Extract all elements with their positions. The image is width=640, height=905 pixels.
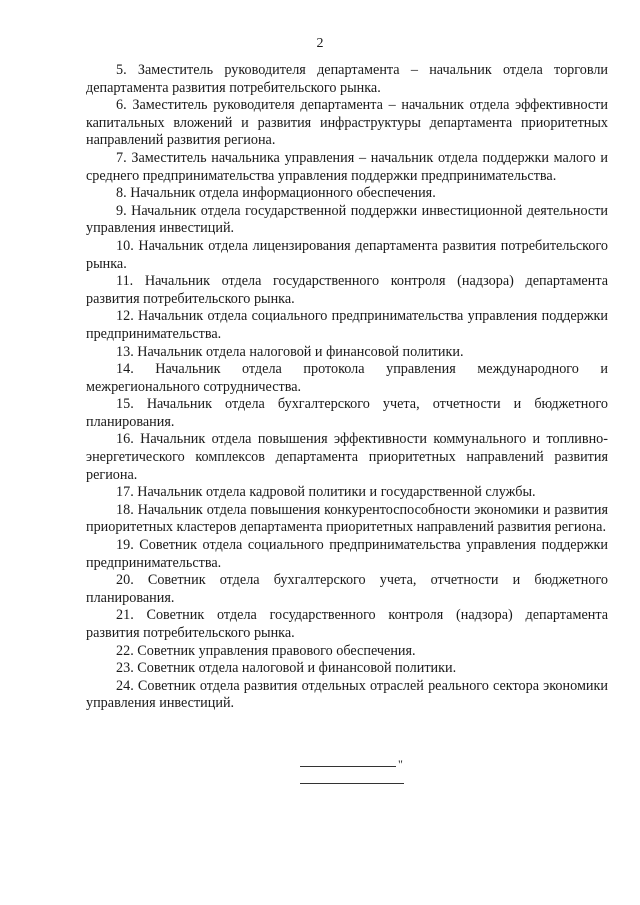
list-item-text: Советник отдела бухгалтерского учета, отчетности и бюджетного планирования. [86, 572, 609, 606]
list-item-text: Начальник отдела бухгалтерского учета, отчетности и бюджетного планирования. [86, 396, 609, 430]
list-item [86, 273, 608, 308]
page-number: 2 [316, 36, 324, 51]
list-item-text: Советник управления правового обеспечения. [137, 642, 416, 659]
list-item [86, 502, 608, 537]
list-item-number: 6. [116, 97, 127, 114]
list-item-text: Начальник отдела лицензирования департамента развития потребительского рынка. [86, 237, 609, 272]
list-item-text: Начальник отдела налоговой и финансовой политики. [137, 343, 464, 360]
list-item [86, 203, 608, 238]
position-list [86, 62, 608, 713]
list-item [86, 150, 608, 185]
list-item [86, 396, 608, 431]
list-item [86, 97, 608, 150]
list-item-number: 7. [116, 149, 127, 166]
closing-quote: " [398, 757, 403, 771]
list-item-number: 15. [116, 396, 134, 413]
list-item-number: 8. [116, 185, 127, 202]
list-item [86, 238, 608, 273]
list-item [86, 660, 608, 678]
list-item [86, 607, 608, 642]
list-item-number: 11. [116, 273, 134, 290]
list-item [86, 643, 608, 661]
closing-line-bottom [300, 783, 404, 784]
list-item-text: Начальник отдела информационного обеспечения. [130, 185, 436, 202]
list-item [86, 484, 608, 502]
list-item-number: 22. [116, 642, 134, 659]
list-item-text: Начальник отдела государственной поддержки инвестиционной деятельности управления инвестиций. [86, 202, 609, 237]
list-item [86, 185, 608, 203]
list-item [86, 62, 608, 97]
list-item [86, 361, 608, 396]
list-item-text: Заместитель начальника управления – начальник отдела поддержки малого и среднего предпринимательства управления поддержки предпринимательства. [86, 149, 609, 184]
list-item-text: Начальник отдела социального предпринимательства управления поддержки предпринимательства. [86, 308, 608, 342]
list-item-text: Заместитель руководителя департамента – начальник отдела торговли департамента развития потребительского рынка. [86, 62, 608, 96]
list-item-number: 16. [116, 431, 134, 448]
list-item-number: 20. [116, 572, 134, 589]
list-item-number: 24. [116, 677, 134, 694]
list-item-number: 21. [116, 607, 134, 624]
list-item [86, 308, 608, 343]
list-item-number: 10. [116, 237, 134, 254]
list-item-text: Заместитель руководителя департамента – начальник отдела эффективности капитальных вложений и развития инфраструктуры департамента приоритетных направлений развития региона. [86, 97, 608, 149]
list-item-number: 14. [116, 361, 134, 378]
list-item-number: 23. [116, 660, 134, 677]
list-item [86, 344, 608, 362]
list-item [86, 537, 608, 572]
list-item-number: 12. [116, 308, 134, 325]
list-item-number: 17. [116, 484, 134, 501]
list-item-number: 9. [116, 202, 127, 219]
list-item-number: 13. [116, 343, 134, 360]
list-item [86, 678, 608, 713]
list-item-text: Начальник отдела кадровой политики и государственной службы. [137, 484, 536, 501]
list-item-text: Начальник отдела государственного контроля (надзора) департамента развития потребительского рынка. [86, 273, 608, 307]
list-item-text: Советник отдела социального предпринимательства управления поддержки предпринимательства. [86, 537, 608, 571]
list-item-text: Начальник отдела повышения эффективности коммунального и топливно-энергетического комплексов департамента приоритетных направлений развития региона. [86, 431, 609, 483]
list-item-text: Советник отдела развития отдельных отраслей реального сектора экономики управления инвестиций. [86, 677, 608, 712]
list-item [86, 572, 608, 607]
list-item-text: Советник отдела налоговой и финансовой политики. [137, 660, 457, 677]
list-item-number: 18. [116, 501, 134, 518]
closing-line [300, 757, 396, 767]
closing-mark [300, 757, 410, 771]
list-item-number: 5. [116, 62, 127, 78]
list-item-text: Начальник отдела протокола управления международного и межрегионального сотрудничества. [86, 361, 609, 395]
list-item [86, 431, 608, 484]
list-item-text: Советник отдела государственного контроля (надзора) департамента развития потребительского рынка. [86, 607, 609, 641]
list-item-text: Начальник отдела повышения конкурентоспособности экономики и развития приоритетных кластеров департамента приоритетных направлений развития региона. [86, 501, 609, 536]
list-item-number: 19. [116, 537, 134, 554]
